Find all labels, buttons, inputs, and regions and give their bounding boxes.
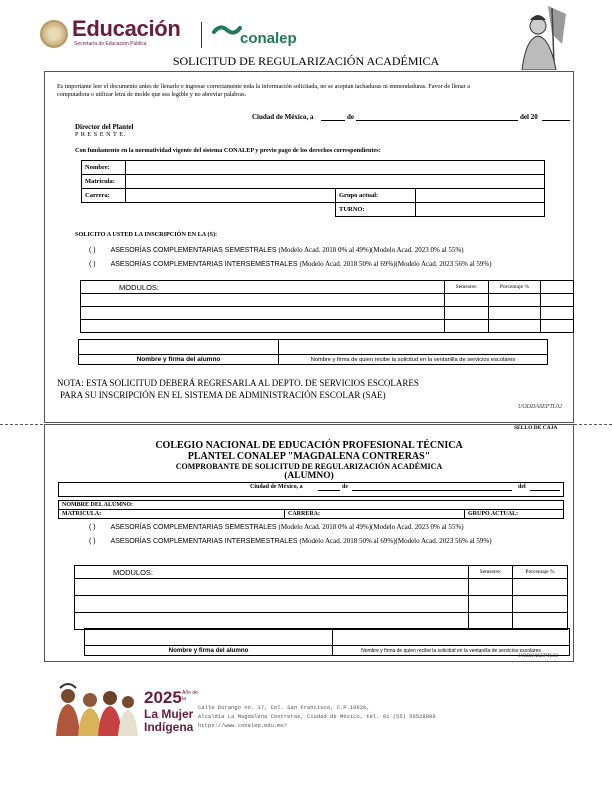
- year-2025-logo: 2025: [144, 688, 182, 707]
- receiver-signature-label: Nombre y firma de quien recibe la solicitud en la ventanilla de servicios escolares: [279, 355, 548, 365]
- receipt-signature-table: [84, 628, 570, 656]
- turno-field[interactable]: [416, 203, 545, 217]
- receipt-subtitle: COMPROBANTE DE SOLICITUD DE REGULARIZACIÓN ACADÉMICA: [175, 462, 443, 471]
- matricula-label: Matricula:: [82, 175, 126, 189]
- grupo-field[interactable]: [416, 189, 545, 203]
- option-label: ASESORÍAS COMPLEMENTARIAS SEMESTRALES: [110, 247, 277, 254]
- form-title: SOLICITUD DE REGULARIZACIÓN ACADÉMICA: [172, 54, 440, 68]
- nota-line2: PARA SU INSCRIPCIÓN EN EL SISTEMA DE ADMINISTRACIÓN ESCOLAR (SAE): [60, 390, 386, 400]
- receipt-year-field[interactable]: [530, 490, 560, 491]
- nota-line1: NOTA: ESTA SOLICITUD DEBERÁ REGRESARLA AL DEPTO. DE SERVICIOS ESCOLARES: [57, 378, 419, 388]
- solicito-label: SOLICITO A USTED LA INSCRIPCIÓN EN LA (S):: [75, 231, 218, 238]
- sep-seal-logo: [40, 20, 68, 48]
- sep-subtitle: Secretaría de Educación Pública: [74, 41, 147, 47]
- form-code: UODDASEPTL02: [518, 404, 563, 410]
- conalep-logo-icon: [212, 22, 242, 38]
- receipt-de-label: de: [342, 484, 348, 490]
- receipt-student-signature-field[interactable]: [85, 629, 333, 646]
- receipt-college-name: COLEGIO NACIONAL DE EDUCACIÓN PROFESIONAL TÉCNICA: [155, 440, 463, 451]
- option-modelo: (Modelo Acad. 2018 50% al 69%)(Modelo Acad. 2023 56% al 59%): [299, 537, 492, 545]
- carrera-label: Carrera:: [82, 189, 126, 203]
- option-modelo: (Modelo Acad. 2018 0% al 49%)(Modelo Acad. 2023 0% al 55%): [278, 246, 464, 254]
- receipt-matricula-label[interactable]: MATRICULA:: [59, 510, 285, 519]
- receipt-receiver-signature-field[interactable]: [333, 629, 570, 646]
- option-checkbox[interactable]: ( ): [89, 524, 96, 531]
- table-row: [75, 579, 568, 596]
- signature-table: [78, 339, 548, 365]
- receipt-student-signature-label: Nombre y firma del alumno: [85, 646, 333, 656]
- porcentaje-header: Porcentaje %: [489, 281, 541, 294]
- sello-caja-label: SELLO DE CAJA: [514, 425, 558, 431]
- grupo-label: Grupo actual:: [336, 189, 416, 203]
- year-sub-line2: la: [182, 696, 186, 702]
- table-row: [75, 613, 568, 630]
- receiver-signature-field[interactable]: [279, 340, 548, 355]
- date-month-field[interactable]: [356, 120, 518, 121]
- intro-text-line2: computadora o utilizar letra de molde que sea legible y no abreviar palabras.: [57, 91, 247, 98]
- extra-header: [541, 281, 574, 294]
- table-row: [81, 320, 574, 333]
- year-sub-line1: Año de: [182, 690, 198, 696]
- turno-label: TURNO:: [336, 203, 416, 217]
- receipt-city-label: Ciudad de México, a: [250, 484, 303, 490]
- receipt-option-intersemestrales[interactable]: [89, 537, 492, 545]
- nombre-field[interactable]: [126, 161, 545, 175]
- modules-table: [80, 280, 574, 333]
- date-year-field[interactable]: [542, 120, 570, 121]
- date-de-label: de: [347, 113, 354, 121]
- conalep-logo-text: conalep: [240, 30, 297, 47]
- option-modelo: (Modelo Acad. 2018 0% al 49%)(Modelo Acad. 2023 0% al 55%): [278, 523, 464, 531]
- receipt-carrera-label[interactable]: CARRERA:: [285, 510, 465, 519]
- fundamento-text: Con fundamento en la normatividad vigente del sistema CONALEP y previo pago de los derechos correspondientes:: [75, 147, 381, 154]
- table-row: [75, 596, 568, 613]
- option-label: ASESORÍAS COMPLEMENTARIAS SEMESTRALES: [110, 524, 277, 531]
- year-subtitle: [182, 690, 198, 702]
- receipt-plantel-name: PLANTEL CONALEP "MAGDALENA CONTRERAS": [187, 451, 431, 462]
- nombre-label: Nombre:: [82, 161, 126, 175]
- receipt-alumno-label: (ALUMNO): [284, 471, 334, 481]
- receipt-month-field[interactable]: [352, 490, 512, 491]
- student-data-table: [81, 160, 545, 217]
- presente-label: P R E S E N T E.: [75, 131, 126, 138]
- receipt-receiver-signature-label: Nombre y firma de quien recibe la solicitud en la ventanilla de servicios escolares: [333, 646, 570, 656]
- option-checkbox[interactable]: ( ): [89, 261, 96, 268]
- table-row: [81, 307, 574, 320]
- address-line2: Alcaldía La Magdalena Contreras, Ciudad de México, tel. 01 (55) 56528808: [198, 713, 436, 720]
- option-checkbox[interactable]: ( ): [89, 538, 96, 545]
- address-line1: Calle Durango no. 17, Col. San Francisco, C.P.10820,: [198, 704, 370, 711]
- option-intersemestrales[interactable]: [89, 260, 492, 268]
- educacion-logo-text: Educación: [72, 16, 181, 41]
- receipt-year-label: del: [518, 484, 526, 490]
- receipt-day-field[interactable]: [318, 490, 340, 491]
- modules-header: MODULOS:: [75, 566, 469, 579]
- semestre-header: Semestre:: [469, 566, 513, 579]
- date-day-field[interactable]: [321, 120, 345, 121]
- option-label: ASESORÍAS COMPLEMENTARIAS INTERSEMESTRALES: [110, 261, 298, 268]
- website-link[interactable]: https://www.conalep.edu.mx/: [198, 722, 288, 729]
- option-label: ASESORÍAS COMPLEMENTARIAS INTERSEMESTRALES: [110, 538, 298, 545]
- student-signature-label: Nombre y firma del alumno: [79, 355, 279, 365]
- date-year-label: del 20: [520, 113, 538, 121]
- receipt-student-table: [58, 500, 564, 519]
- carrera-field[interactable]: [126, 189, 336, 203]
- option-semestrales[interactable]: [89, 246, 464, 254]
- porcentaje-header: Porcentaje %: [513, 566, 568, 579]
- la-mujer-text: La Mujer: [144, 707, 194, 721]
- intro-text-line1: Es importante leer el documento antes de llenarlo e ingresar correctamente toda la información solicitada, no se aceptan tachaduras ni enmendaduras. Favor de llenar a: [57, 83, 471, 90]
- receipt-option-semestrales[interactable]: [89, 523, 464, 531]
- receipt-code: UODDASEPTL02: [518, 653, 559, 659]
- receipt-modules-table: [74, 565, 568, 630]
- semestre-header: Semestre:: [445, 281, 489, 294]
- matricula-field[interactable]: [126, 175, 545, 189]
- receipt-grupo-label[interactable]: GRUPO ACTUAL:: [465, 510, 564, 519]
- indigenous-women-illustration-icon: [50, 678, 140, 736]
- student-signature-field[interactable]: [79, 340, 279, 355]
- header-divider: [201, 22, 202, 48]
- modules-header: MODULOS:: [81, 281, 445, 294]
- director-label: Director del Plantel: [75, 123, 134, 131]
- option-modelo: (Modelo Acad. 2018 50% al 69%)(Modelo Acad. 2023 56% al 59%): [299, 260, 492, 268]
- option-checkbox[interactable]: ( ): [89, 247, 96, 254]
- receipt-nombre-label[interactable]: NOMBRE DEL ALUMNO:: [59, 501, 564, 510]
- city-date-label: Ciudad de México, a: [252, 113, 314, 121]
- indigena-text: Indígena: [144, 720, 194, 734]
- table-row: [81, 294, 574, 307]
